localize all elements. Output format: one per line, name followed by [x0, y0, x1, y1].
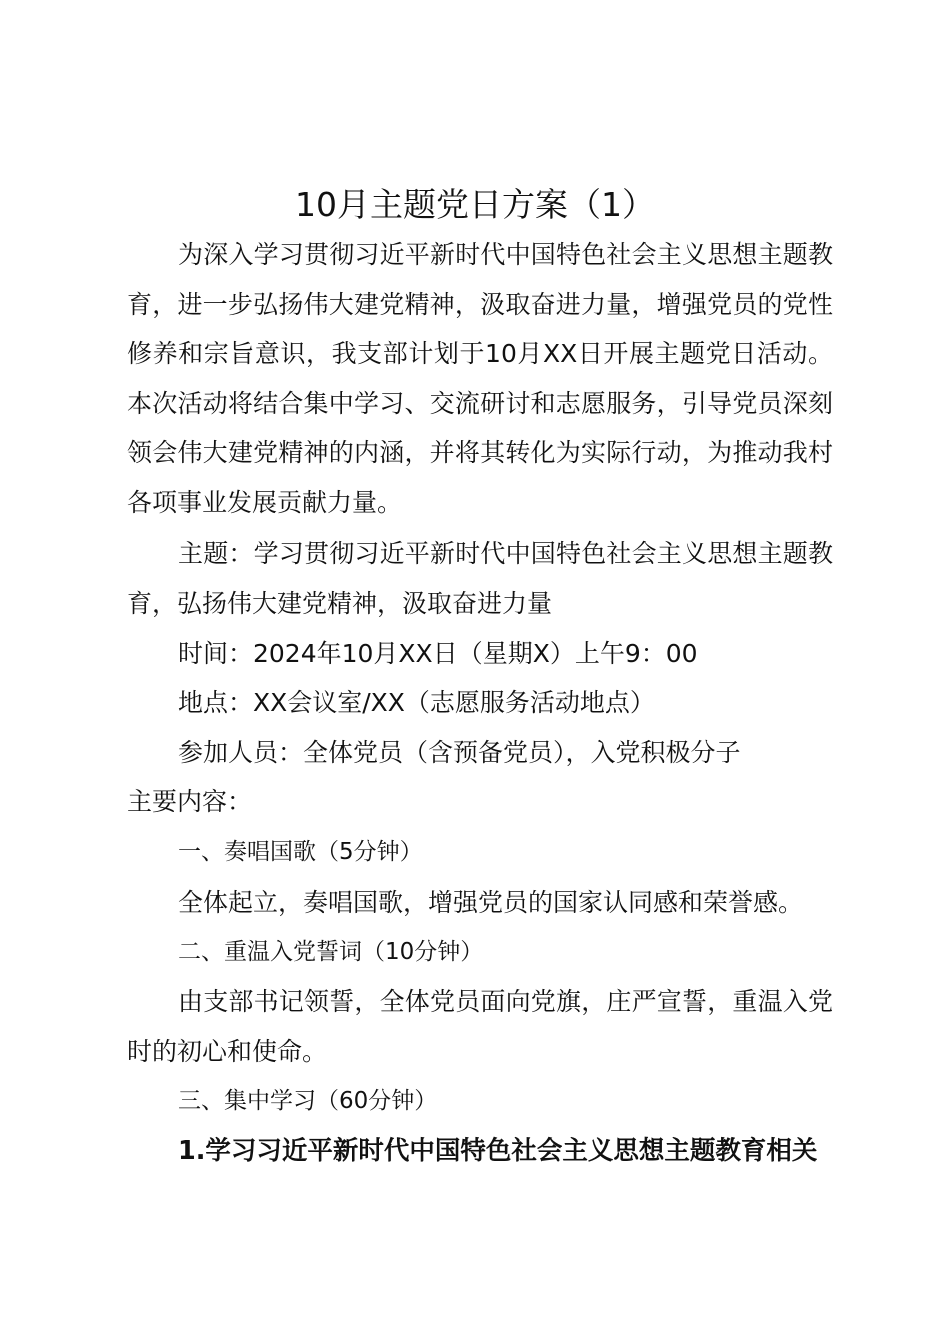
participants-line: 参加人员：全体党员（含预备党员），入党积极分子 — [178, 738, 741, 767]
intro-paragraph: 为深入学习贯彻习近平新时代中国特色社会主义思想主题教育，进一步弘扬伟大建党精神，汲取奋进力量，增强党员的党性修养和宗旨意识，我支部计划于10月XX日开展主题党日活动。本次活动将结合集中学习、交流研讨和志愿服务，引导党员深刻领会伟大建党精神的内涵，并将其转化为实际行动，为推动我村各项事业发展贡献力量。 — [127, 240, 833, 517]
section3-item1: 1.学习习近平新时代中国特色社会主义思想主题教育相关 — [178, 1136, 818, 1166]
time-line: 时间：2024年10月XX日（星期X）上午9：00 — [178, 639, 698, 668]
location-line: 地点：XX会议室/XX（志愿服务活动地点） — [178, 688, 655, 717]
section1-body: 全体起立，奏唱国歌，增强党员的国家认同感和荣誉感。 — [178, 888, 804, 917]
document-title: 10月主题党日方案（1） — [295, 185, 655, 224]
section1-heading: 一、奏唱国歌（5分钟） — [178, 839, 423, 865]
section3-heading: 三、集中学习（60分钟） — [178, 1088, 438, 1114]
main-content-label: 主要内容： — [127, 787, 253, 816]
section2-body: 由支部书记领誓，全体党员面向党旗，庄严宣誓，重温入党时的初心和使命。 — [127, 987, 833, 1066]
section2-heading: 二、重温入党誓词（10分钟） — [178, 939, 484, 965]
theme-paragraph: 主题：学习贯彻习近平新时代中国特色社会主义思想主题教育，弘扬伟大建党精神，汲取奋进力量 — [127, 539, 833, 618]
